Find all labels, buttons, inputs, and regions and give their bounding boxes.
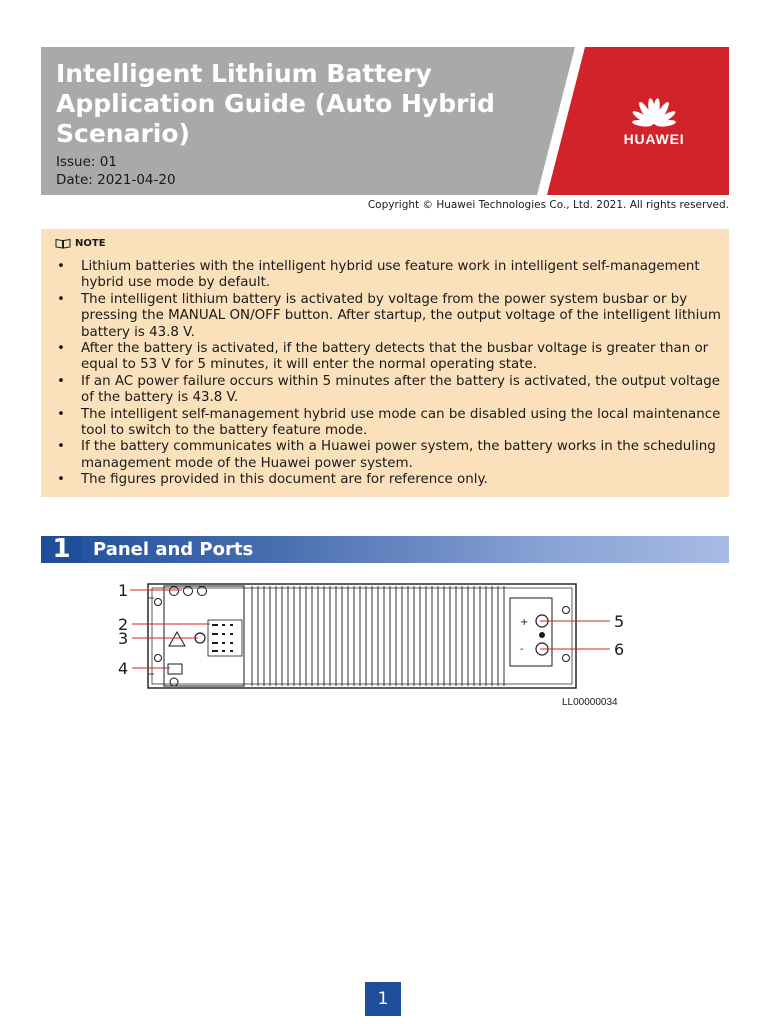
copyright-notice: Copyright © Huawei Technologies Co., Ltd. 2021. All rights reserved.	[367, 199, 729, 211]
document-title: Intelligent Lithium Battery Application Guide (Auto Hybrid Scenario)	[56, 59, 495, 148]
note-item: • The intelligent lithium battery is activated by voltage from the power system busbar or by pressing the MANUAL ON/OFF button. After startup, the output voltage of the intelligent lithium battery is 43.8 V.	[55, 292, 721, 341]
note-label: NOTE	[75, 238, 106, 249]
note-item: • The intelligent self-management hybrid use mode can be disabled using the local maintenance tool to switch to the battery feature mode.	[55, 407, 721, 440]
callout-2: 2	[118, 615, 129, 634]
callout-1: 1	[118, 581, 129, 600]
polarity-minus: -	[520, 644, 524, 655]
note-item: • The figures provided in this document are for reference only.	[55, 472, 721, 488]
battery-panel-figure	[112, 578, 632, 713]
huawei-petals-icon	[623, 85, 685, 129]
callout-5: 5	[614, 612, 625, 631]
section-title: Panel and Ports	[93, 539, 254, 560]
callout-6: 6	[614, 640, 625, 659]
note-item: • If the battery communicates with a Huawei power system, the battery works in the scheduling management mode of the Huawei power system.	[55, 439, 721, 472]
section-header	[41, 536, 729, 563]
callout-3: 3	[118, 629, 129, 648]
logo-wordmark: HUAWEI	[623, 131, 685, 147]
note-item: • If an AC power failure occurs within 5 minutes after the battery is activated, the output voltage of the battery is 43.8 V.	[55, 374, 721, 407]
header-banner	[41, 47, 729, 195]
page-number: 1	[365, 982, 401, 1016]
note-item: • Lithium batteries with the intelligent hybrid use feature work in intelligent self-management hybrid use mode by default.	[55, 259, 721, 292]
issue-date: Date: 2021-04-20	[56, 172, 176, 188]
section-number: 1	[52, 534, 71, 564]
note-box	[41, 229, 729, 497]
figure-id: LL00000034	[562, 697, 618, 708]
note-header	[55, 238, 106, 249]
callout-4: 4	[118, 659, 129, 678]
issue-number: Issue: 01	[56, 154, 117, 170]
polarity-plus: +	[520, 617, 529, 628]
chassis-outline	[148, 584, 576, 688]
note-list	[55, 259, 721, 489]
book-icon	[55, 238, 71, 249]
huawei-logo	[614, 85, 694, 147]
note-item: • After the battery is activated, if the battery detects that the busbar voltage is greater than or equal to 53 V for 5 minutes, it will enter the normal operating state.	[55, 341, 721, 374]
